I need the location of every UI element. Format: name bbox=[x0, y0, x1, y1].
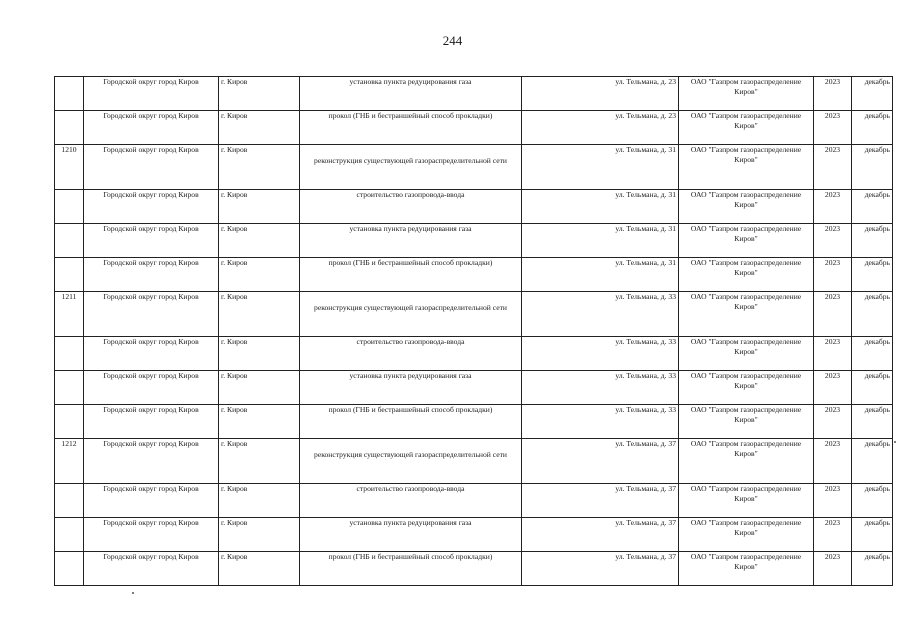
page-number: 244 bbox=[442, 33, 463, 48]
row-number-cell bbox=[55, 405, 84, 439]
row-number-cell bbox=[55, 518, 84, 552]
address-cell: ул. Тельмана, д. 33 bbox=[522, 292, 679, 337]
work-type-cell: реконструкция существующей газораспределительной сети bbox=[300, 439, 522, 484]
year-cell: 2023 bbox=[814, 145, 852, 190]
municipality-cell: Городской округ город Киров bbox=[84, 484, 219, 518]
municipality-cell: Городской округ город Киров bbox=[84, 190, 219, 224]
year-cell: 2023 bbox=[814, 190, 852, 224]
city-cell: г. Киров bbox=[219, 190, 300, 224]
month-cell: декабрь bbox=[852, 224, 893, 258]
month-cell: декабрь bbox=[852, 371, 893, 405]
city-cell: г. Киров bbox=[219, 552, 300, 586]
organization-cell: ОАО "Газпром газораспределение Киров" bbox=[679, 518, 814, 552]
municipality-cell: Городской округ город Киров bbox=[84, 145, 219, 190]
table-row bbox=[55, 552, 893, 586]
organization-cell: ОАО "Газпром газораспределение Киров" bbox=[679, 77, 814, 111]
month-cell: декабрь bbox=[852, 292, 893, 337]
city-cell: г. Киров bbox=[219, 439, 300, 484]
organization-cell: ОАО "Газпром газораспределение Киров" bbox=[679, 552, 814, 586]
month-cell: декабрь bbox=[852, 111, 893, 145]
table-row bbox=[55, 77, 893, 111]
year-cell: 2023 bbox=[814, 552, 852, 586]
city-cell: г. Киров bbox=[219, 518, 300, 552]
address-cell: ул. Тельмана, д. 37 bbox=[522, 439, 679, 484]
municipality-cell: Городской округ город Киров bbox=[84, 439, 219, 484]
row-number-cell: 1212 bbox=[55, 439, 84, 484]
row-number-cell bbox=[55, 190, 84, 224]
address-cell: ул. Тельмана, д. 31 bbox=[522, 145, 679, 190]
organization-cell: ОАО "Газпром газораспределение Киров" bbox=[679, 190, 814, 224]
month-cell: декабрь bbox=[852, 439, 893, 484]
address-cell: ул. Тельмана, д. 37 bbox=[522, 518, 679, 552]
work-type-cell: прокол (ГНБ и бестраншейный способ прокладки) bbox=[300, 111, 522, 145]
municipality-cell: Городской округ город Киров bbox=[84, 77, 219, 111]
year-cell: 2023 bbox=[814, 292, 852, 337]
table-row bbox=[55, 190, 893, 224]
table-row bbox=[55, 484, 893, 518]
work-type-cell: строительство газопровода-ввода bbox=[300, 190, 522, 224]
month-cell: декабрь bbox=[852, 77, 893, 111]
row-number-cell bbox=[55, 371, 84, 405]
city-cell: г. Киров bbox=[219, 371, 300, 405]
table-row bbox=[55, 337, 893, 371]
organization-cell: ОАО "Газпром газораспределение Киров" bbox=[679, 111, 814, 145]
municipality-cell: Городской округ город Киров bbox=[84, 224, 219, 258]
month-cell: декабрь bbox=[852, 484, 893, 518]
municipality-cell: Городской округ город Киров bbox=[84, 258, 219, 292]
row-number-cell bbox=[55, 224, 84, 258]
table-row bbox=[55, 439, 893, 484]
row-number-cell bbox=[55, 484, 84, 518]
year-cell: 2023 bbox=[814, 258, 852, 292]
address-cell: ул. Тельмана, д. 31 bbox=[522, 190, 679, 224]
work-type-cell: установка пункта редуцирования газа bbox=[300, 518, 522, 552]
work-type-cell: прокол (ГНБ и бестраншейный способ прокладки) bbox=[300, 258, 522, 292]
organization-cell: ОАО "Газпром газораспределение Киров" bbox=[679, 224, 814, 258]
row-number-cell: 1211 bbox=[55, 292, 84, 337]
address-cell: ул. Тельмана, д. 23 bbox=[522, 77, 679, 111]
organization-cell: ОАО "Газпром газораспределение Киров" bbox=[679, 484, 814, 518]
table-row bbox=[55, 111, 893, 145]
work-type-cell: установка пункта редуцирования газа bbox=[300, 371, 522, 405]
city-cell: г. Киров bbox=[219, 484, 300, 518]
scan-speck bbox=[894, 441, 896, 443]
work-type-cell: реконструкция существующей газораспределительной сети bbox=[300, 292, 522, 337]
city-cell: г. Киров bbox=[219, 77, 300, 111]
address-cell: ул. Тельмана, д. 33 bbox=[522, 371, 679, 405]
organization-cell: ОАО "Газпром газораспределение Киров" bbox=[679, 258, 814, 292]
table-row bbox=[55, 224, 893, 258]
address-cell: ул. Тельмана, д. 37 bbox=[522, 552, 679, 586]
year-cell: 2023 bbox=[814, 371, 852, 405]
city-cell: г. Киров bbox=[219, 292, 300, 337]
organization-cell: ОАО "Газпром газораспределение Киров" bbox=[679, 337, 814, 371]
month-cell: декабрь bbox=[852, 258, 893, 292]
work-type-cell: установка пункта редуцирования газа bbox=[300, 77, 522, 111]
address-cell: ул. Тельмана, д. 31 bbox=[522, 258, 679, 292]
municipality-cell: Городской округ город Киров bbox=[84, 292, 219, 337]
year-cell: 2023 bbox=[814, 484, 852, 518]
row-number-cell bbox=[55, 111, 84, 145]
year-cell: 2023 bbox=[814, 439, 852, 484]
table-body bbox=[55, 77, 893, 586]
municipality-cell: Городской округ город Киров bbox=[84, 552, 219, 586]
year-cell: 2023 bbox=[814, 224, 852, 258]
organization-cell: ОАО "Газпром газораспределение Киров" bbox=[679, 292, 814, 337]
organization-cell: ОАО "Газпром газораспределение Киров" bbox=[679, 439, 814, 484]
work-type-cell: реконструкция существующей газораспределительной сети bbox=[300, 145, 522, 190]
table-row bbox=[55, 371, 893, 405]
year-cell: 2023 bbox=[814, 77, 852, 111]
table-row bbox=[55, 405, 893, 439]
organization-cell: ОАО "Газпром газораспределение Киров" bbox=[679, 371, 814, 405]
organization-cell: ОАО "Газпром газораспределение Киров" bbox=[679, 145, 814, 190]
table-row bbox=[55, 292, 893, 337]
year-cell: 2023 bbox=[814, 337, 852, 371]
table-row bbox=[55, 518, 893, 552]
row-number-cell bbox=[55, 77, 84, 111]
year-cell: 2023 bbox=[814, 111, 852, 145]
work-type-cell: прокол (ГНБ и бестраншейный способ прокладки) bbox=[300, 552, 522, 586]
work-type-cell: прокол (ГНБ и бестраншейный способ прокладки) bbox=[300, 405, 522, 439]
municipality-cell: Городской округ город Киров bbox=[84, 518, 219, 552]
city-cell: г. Киров bbox=[219, 258, 300, 292]
row-number-cell: 1210 bbox=[55, 145, 84, 190]
month-cell: декабрь bbox=[852, 518, 893, 552]
row-number-cell bbox=[55, 552, 84, 586]
gas-works-table bbox=[54, 76, 893, 586]
municipality-cell: Городской округ город Киров bbox=[84, 371, 219, 405]
address-cell: ул. Тельмана, д. 33 bbox=[522, 405, 679, 439]
work-type-cell: строительство газопровода-ввода bbox=[300, 337, 522, 371]
municipality-cell: Городской округ город Киров bbox=[84, 405, 219, 439]
table-row bbox=[55, 258, 893, 292]
address-cell: ул. Тельмана, д. 33 bbox=[522, 337, 679, 371]
month-cell: декабрь bbox=[852, 145, 893, 190]
scan-speck bbox=[132, 592, 134, 594]
address-cell: ул. Тельмана, д. 31 bbox=[522, 224, 679, 258]
row-number-cell bbox=[55, 337, 84, 371]
month-cell: декабрь bbox=[852, 337, 893, 371]
work-type-cell: строительство газопровода-ввода bbox=[300, 484, 522, 518]
year-cell: 2023 bbox=[814, 518, 852, 552]
municipality-cell: Городской округ город Киров bbox=[84, 111, 219, 145]
city-cell: г. Киров bbox=[219, 224, 300, 258]
row-number-cell bbox=[55, 258, 84, 292]
organization-cell: ОАО "Газпром газораспределение Киров" bbox=[679, 405, 814, 439]
city-cell: г. Киров bbox=[219, 145, 300, 190]
city-cell: г. Киров bbox=[219, 337, 300, 371]
year-cell: 2023 bbox=[814, 405, 852, 439]
month-cell: декабрь bbox=[852, 190, 893, 224]
work-type-cell: установка пункта редуцирования газа bbox=[300, 224, 522, 258]
address-cell: ул. Тельмана, д. 37 bbox=[522, 484, 679, 518]
month-cell: декабрь bbox=[852, 552, 893, 586]
month-cell: декабрь bbox=[852, 405, 893, 439]
address-cell: ул. Тельмана, д. 23 bbox=[522, 111, 679, 145]
city-cell: г. Киров bbox=[219, 405, 300, 439]
city-cell: г. Киров bbox=[219, 111, 300, 145]
table-row bbox=[55, 145, 893, 190]
municipality-cell: Городской округ город Киров bbox=[84, 337, 219, 371]
